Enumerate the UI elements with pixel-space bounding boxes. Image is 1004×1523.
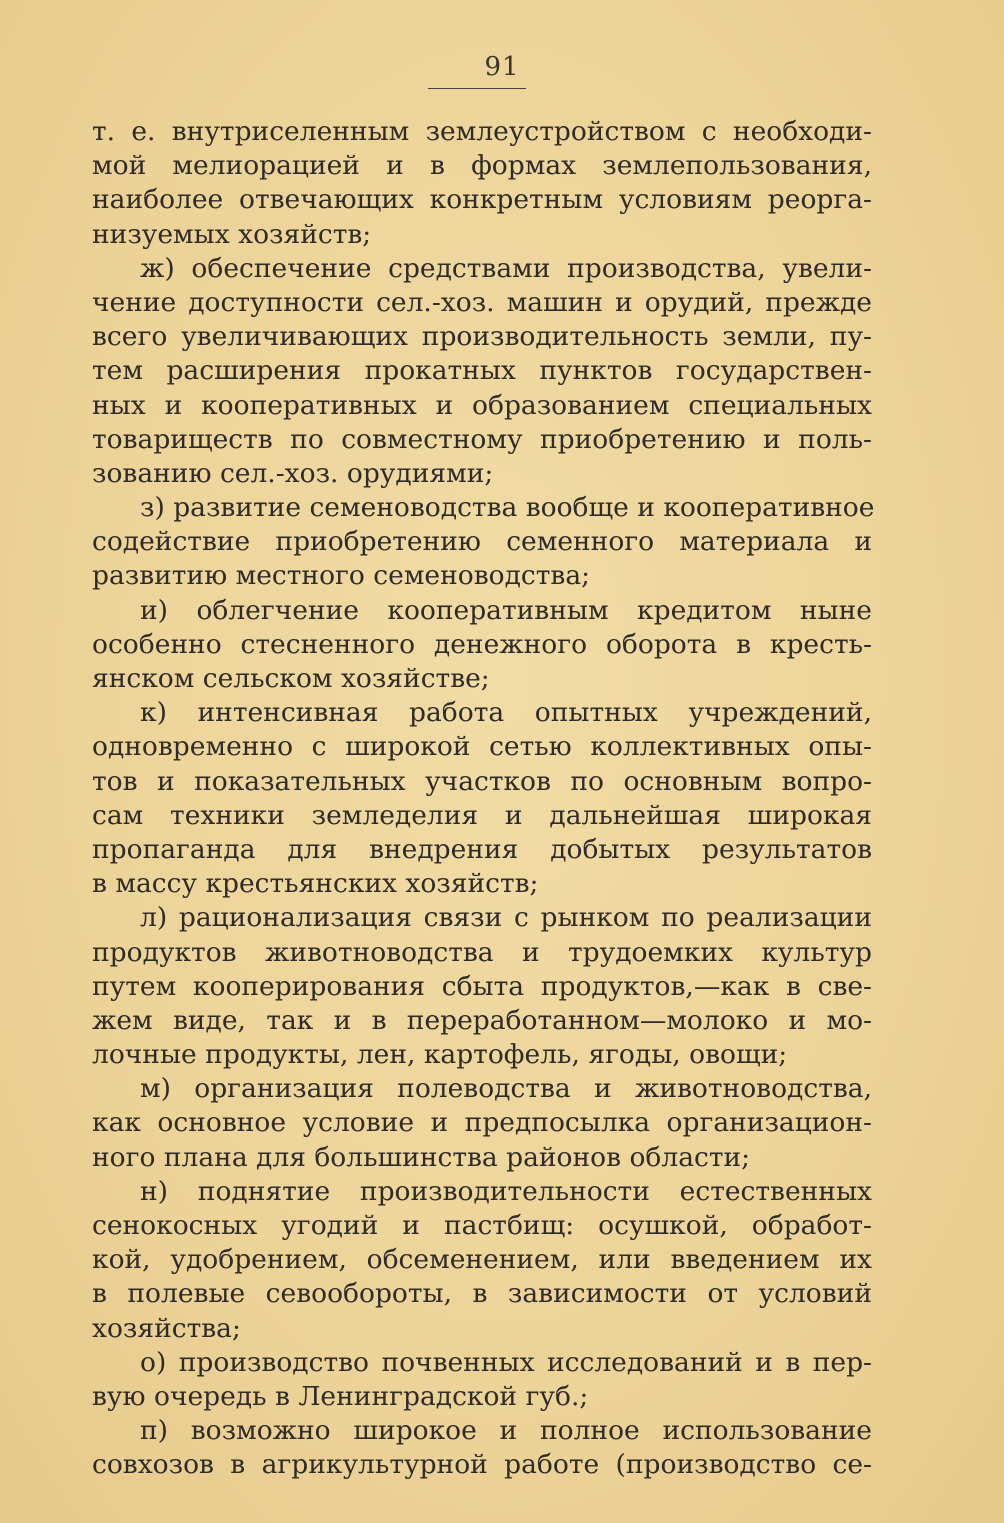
text-line: содействие приобретению семенного материала и — [92, 526, 872, 558]
text-line: янском сельском хозяйстве; — [92, 663, 490, 694]
text-line: низуемых хозяйств; — [92, 218, 372, 250]
text-line: л) рационализация связи с рынком по реализации — [140, 902, 872, 934]
text-line: в полевые севообороты, в зависимости от условий — [92, 1278, 872, 1310]
text-line: з) развитие семеноводства вообще и кооперативное — [140, 492, 875, 524]
page-number: 91 — [484, 52, 520, 82]
text-line: ных и кооперативных и образованием специальных — [92, 389, 872, 421]
text-line: одновременно с широкой сетью коллективных опы- — [92, 731, 872, 763]
text-line: развитию местного семеноводства; — [92, 560, 591, 592]
text-line: мой мелиорацией и в формах землепользования, — [92, 150, 872, 182]
text-line: ж) обеспечение средствами производства, увели- — [140, 252, 872, 284]
text-line: пропаганда для внедрения добытых результатов — [92, 833, 872, 865]
text-line: особенно стесненного денежного оборота в кресть- — [92, 628, 872, 660]
text-line: т. е. внутриселенным землеустройством с необходи- — [92, 116, 872, 147]
text-line: чение доступности сел.-хоз. машин и орудий, прежде — [92, 286, 872, 318]
text-line: лочные продукты, лен, картофель, ягоды, овощи; — [92, 1039, 788, 1071]
text-line: сам техники земледелия и дальнейшая широкая — [92, 799, 872, 831]
text-line: товариществ по совместному приобретению и поль- — [92, 423, 872, 455]
text-line: п) возможно широкое и полное использование — [140, 1415, 872, 1447]
text-line: тов и показательных участков по основным вопро- — [92, 765, 872, 797]
text-line: зованию сел.-хоз. орудиями; — [92, 457, 494, 489]
text-line: путем кооперирования сбыта продуктов,—как в све- — [92, 970, 872, 1002]
text-line: ного плана для большинства районов области; — [92, 1141, 751, 1173]
text-line: продуктов животноводства и трудоемких культур — [92, 936, 872, 968]
text-line: м) организация полеводства и животноводства, — [140, 1073, 872, 1105]
text-line: тем расширения прокатных пунктов государствен- — [92, 355, 872, 387]
body-text — [92, 115, 875, 1483]
text-line: и) облегчение кооперативным кредитом ныне — [140, 594, 872, 626]
text-line: совхозов в агрикультурной работе (производство се- — [92, 1449, 872, 1481]
text-line: как основное условие и предпосылка организацион- — [92, 1107, 872, 1139]
header-rule — [428, 88, 526, 89]
text-line: в массу крестьянских хозяйств; — [92, 868, 539, 900]
text-line: н) поднятие производительности естественных — [140, 1175, 872, 1207]
text-line: жем виде, так и в переработанном—молоко и мо- — [92, 1004, 872, 1036]
text-line: о) производство почвенных исследований и в пер- — [140, 1346, 872, 1378]
text-line: наиболее отвечающих конкретным условиям реорга- — [92, 184, 872, 216]
text-line: к) интенсивная работа опытных учреждений, — [140, 697, 872, 729]
text-line: хозяйства; — [92, 1312, 241, 1344]
text-line: сенокосных угодий и пастбищ: осушкой, обработ- — [92, 1210, 872, 1241]
text-line: всего увеличивающих производительность земли, пу- — [92, 321, 872, 353]
text-line: кой, удобрением, обсеменением, или введением их — [92, 1244, 872, 1276]
text-line: вую очередь в Ленинградской губ.; — [92, 1380, 589, 1412]
